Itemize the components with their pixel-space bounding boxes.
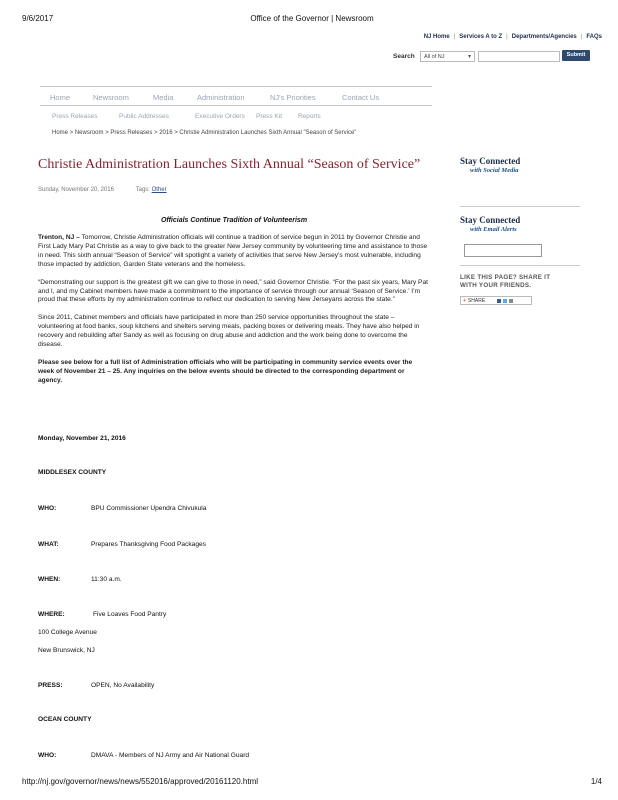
search-scope-select[interactable] bbox=[420, 51, 475, 62]
divider bbox=[460, 265, 580, 266]
search-label: Search bbox=[393, 53, 415, 60]
article-subhead: Officials Continue Tradition of Volunteerism bbox=[160, 217, 308, 224]
email-alerts-link[interactable]: with Email Alerts bbox=[470, 226, 517, 233]
print-date: 9/6/2017 bbox=[22, 14, 54, 23]
main-nav bbox=[40, 86, 432, 106]
nav-administration[interactable]: Administration bbox=[197, 93, 245, 102]
facebook-icon bbox=[497, 299, 501, 303]
tags-label: Tags: bbox=[135, 187, 150, 193]
search-submit-button[interactable]: Submit bbox=[562, 50, 590, 61]
utility-link-departments[interactable]: Departments/Agencies bbox=[511, 34, 577, 40]
share-prompt: LIKE THIS PAGE? SHARE IT WITH YOUR FRIENDS. bbox=[460, 274, 551, 289]
article-paragraph-2: “Demonstrating our support is the greatest gift we can give to those in need,” said Governor Christie. “For the past six years, Mary Pat and I, and my Cabinet members have made a commitment to the importance of service through our annual ‘Season of Service.’ I’m proud that these efforts by my administration continue to reflect our dedication to serving New Jerseyans across the state.” bbox=[38, 278, 428, 304]
subnav-reports[interactable]: Reports bbox=[298, 113, 321, 120]
nav-home[interactable]: Home bbox=[50, 93, 71, 102]
divider bbox=[460, 206, 580, 207]
chevron-down-icon: ▾ bbox=[467, 54, 471, 60]
social-title: Stay Connected bbox=[460, 156, 521, 166]
twitter-icon bbox=[503, 299, 507, 303]
search-scope-value: All of NJ bbox=[424, 54, 445, 60]
subnav-press-releases[interactable]: Press Releases bbox=[52, 113, 98, 120]
email-alerts-block bbox=[460, 215, 580, 233]
email-title: Stay Connected bbox=[460, 215, 521, 225]
subnav-executive-orders[interactable]: Executive Orders bbox=[195, 113, 245, 120]
article-paragraph-3: Since 2011, Cabinet members and officials have participated in more than 250 service opportunities throughout the state – volunteering at food banks, soup kitchens and shelters serving meals, packing boxes or delivering meals. They have also helped in recovery and rebuilding after Sandy as well as focusing on drug abuse and addiction and the work being done to overcome the disease. bbox=[38, 314, 420, 349]
dateline: Trenton, NJ – bbox=[38, 234, 80, 241]
email-icon bbox=[509, 299, 513, 303]
nav-media[interactable]: Media bbox=[153, 93, 174, 102]
nav-nj-priorities[interactable]: NJ's Priorities bbox=[270, 93, 316, 102]
subnav-press-kit[interactable]: Press Kit bbox=[256, 113, 283, 120]
social-media-block bbox=[460, 156, 580, 174]
nav-contact-us[interactable]: Contact Us bbox=[342, 93, 380, 102]
utility-link-nj-home[interactable]: NJ Home bbox=[423, 34, 450, 40]
article bbox=[38, 156, 430, 386]
breadcrumb: Home > Newsroom > Press Releases > 2016 > Christie Administration Launches Sixth Annual "Season of Service" bbox=[52, 130, 357, 136]
article-paragraph-4: Please see below for a full list of Administration officials who will be participating in community service events over the week of November 21 – 25. Any inquiries on the below events should be directed to the corresponding department or agency. bbox=[38, 358, 413, 384]
plus-icon: + bbox=[463, 298, 466, 304]
utility-link-faqs[interactable]: FAQs bbox=[586, 34, 602, 40]
utility-link-services[interactable]: Services A to Z bbox=[459, 34, 503, 40]
email-input[interactable] bbox=[464, 244, 542, 257]
utility-nav: NJ Home | Services A to Z | Departments/Agencies | FAQs bbox=[423, 34, 602, 40]
print-header bbox=[22, 14, 602, 26]
print-title: Office of the Governor | Newsroom bbox=[250, 14, 374, 23]
nav-newsroom[interactable]: Newsroom bbox=[93, 93, 129, 102]
print-url: http://nj.gov/governor/news/news/552016/approved/20161120.html bbox=[22, 777, 259, 786]
article-paragraph-1: Trenton, NJ – Tomorrow, Christie Administration officials will continue a tradition of service begun in 2011 by Governor Christie and First Lady Mary Pat Christie as a way to give back to the greater New Jersey community by volunteering time and assistance to those in need. This sixth annual “Season of Service” will spotlight a variety of activities that serve New Jersey’s most vulnerable, including those impacted by addiction, Garden State veterans and the homeless. bbox=[38, 234, 428, 268]
article-date: Sunday, November 20, 2016 bbox=[38, 187, 114, 193]
print-page-number: 1/4 bbox=[590, 777, 602, 786]
page-title: Christie Administration Launches Sixth Annual “Season of Service” bbox=[38, 157, 421, 172]
share-button[interactable] bbox=[460, 296, 532, 305]
subnav-public-addresses[interactable]: Public Addresses bbox=[119, 113, 169, 120]
search-input[interactable] bbox=[478, 51, 560, 62]
social-media-link[interactable]: with Social Media bbox=[470, 167, 519, 174]
tag-link-other[interactable]: Other bbox=[151, 187, 167, 193]
article-meta bbox=[38, 187, 430, 193]
share-label: SHARE bbox=[467, 298, 486, 304]
print-footer bbox=[22, 777, 602, 789]
